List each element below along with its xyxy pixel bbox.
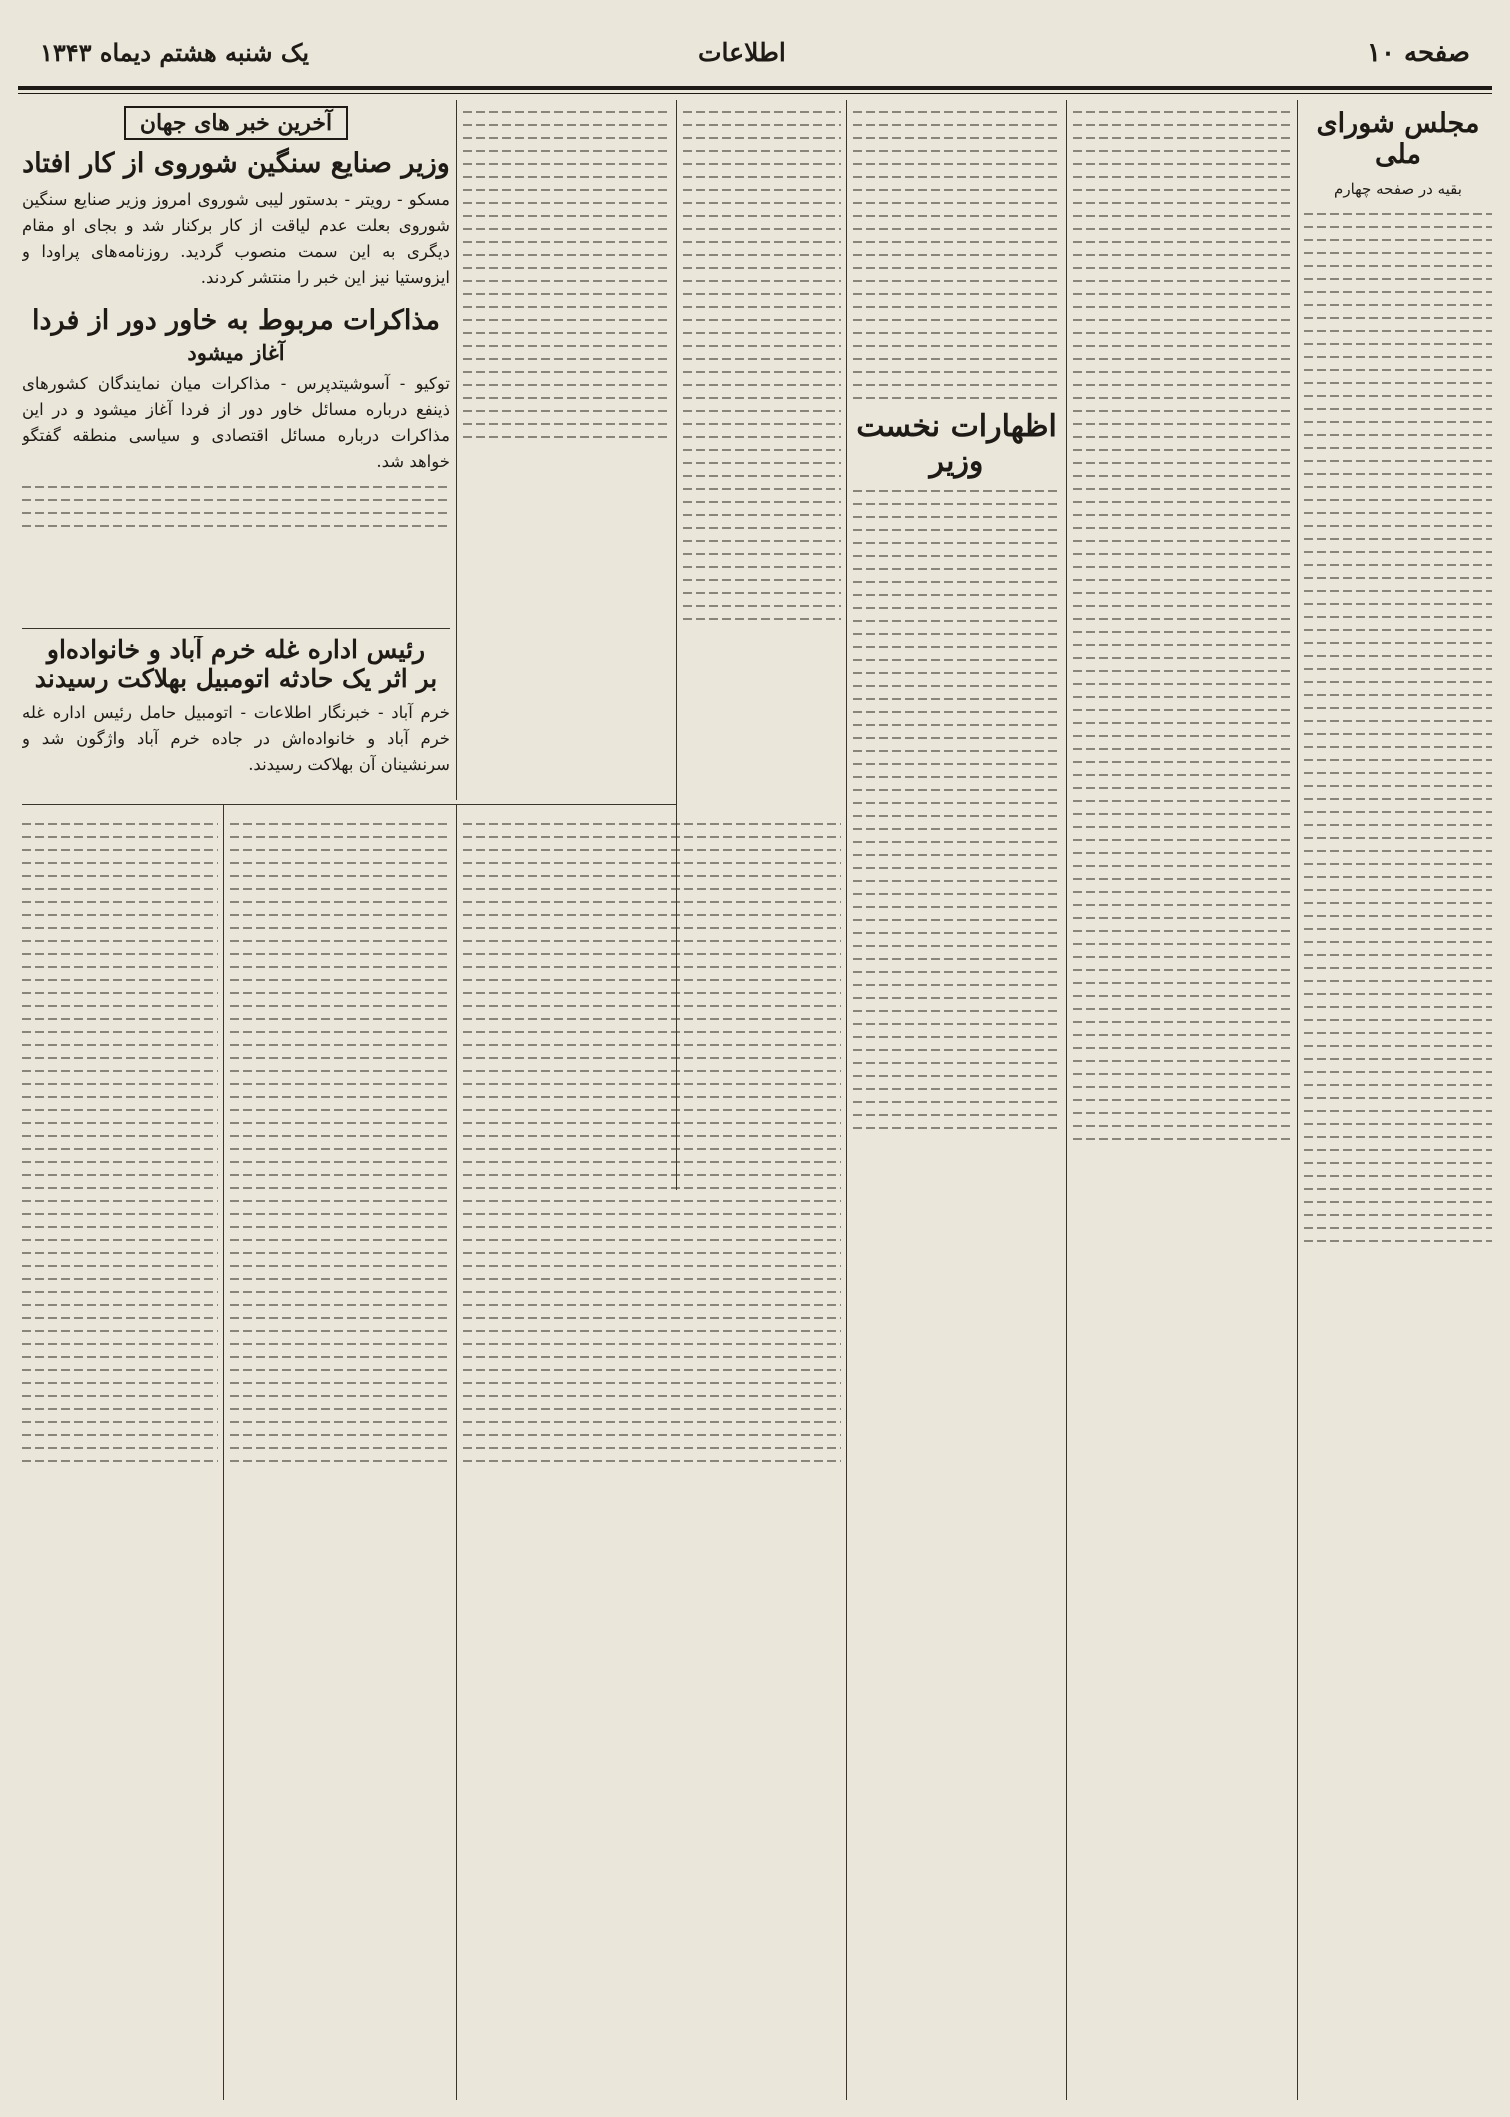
pm-statement-headline: اظهارات نخست وزیر	[856, 409, 1057, 479]
column-body	[230, 823, 450, 1462]
column-divider	[223, 805, 224, 2100]
issue-date: یک شنبه هشتم دیماه ۱۳۴۳	[40, 38, 310, 67]
paper-name: اطلاعات	[698, 38, 786, 67]
parliament-body	[1304, 213, 1492, 1242]
news-column-5	[463, 100, 670, 800]
news-column-2	[1073, 100, 1291, 2100]
parliament-intro: بقیه در صفحه چهارم	[1334, 180, 1462, 199]
page-number: صفحه ۱۰	[1367, 38, 1470, 68]
header-rule-thin	[18, 93, 1492, 94]
column-body	[463, 111, 670, 438]
column-divider	[846, 100, 847, 2100]
section-divider	[22, 628, 450, 629]
story2-headline: مذاکرات مربوط به خاور دور از فردا	[32, 305, 440, 337]
column-divider	[456, 805, 457, 2100]
column-body	[463, 823, 841, 1462]
accident-body: خرم آباد - خبرنگار اطلاعات - اتومبیل حامل رئیس اداره غله خرم آباد و خانواده‌اش در جاده خرم آباد واژگون شد و سرنشینان آن بهلاکت رسیدند.	[22, 702, 450, 774]
column-body	[22, 823, 218, 1462]
story1-body: مسکو - رویتر - بدستور لیبی شوروی امروز وزیر صنایع سنگین شوروی بعلت عدم لیاقت از کار برکنار شد و بجای او مقام دیگری به این سمت منصوب گردید. روزنامه‌های پراودا و ایزوستیا نیز این خبر را منتشر کردند.	[22, 190, 450, 288]
news-column-7	[22, 812, 218, 2102]
news-column-8	[463, 812, 841, 2102]
story2-subhead: آغاز میشود	[187, 340, 285, 366]
news-column-3	[853, 100, 1060, 2100]
page-header	[18, 22, 1492, 86]
column-divider	[456, 100, 457, 800]
accident-headline-2: بر اثر یک حادثه اتومبیل بهلاکت رسیدند	[34, 663, 438, 693]
column-divider	[1297, 100, 1298, 2100]
column-body	[1073, 111, 1291, 1140]
news-column-6	[230, 812, 450, 2102]
column-body	[683, 111, 841, 620]
header-rule	[18, 86, 1492, 90]
column-body	[853, 111, 1060, 399]
pm-statement-body	[853, 490, 1060, 1129]
accident-headline-1: رئیس اداره غله خرم آباد و خانواده‌او	[46, 636, 426, 664]
parliament-title: مجلس شورای ملی	[1316, 108, 1480, 171]
story2-body-cont	[22, 486, 450, 527]
parliament-column	[1304, 100, 1492, 2100]
column-divider	[1066, 100, 1067, 2100]
section-divider	[22, 804, 676, 805]
story2-body: توکیو - آسوشیتدپرس - مذاکرات میان نمایندگان کشورهای ذینفع درباره مسائل خاور دور از فردا آغاز میشود و در این مذاکرات درباره مسائل اقتصادی و سیاسی منطقه گفتگو خواهد شد.	[22, 374, 450, 472]
world-news-box-title: آخرین خبر های جهان	[124, 106, 348, 140]
accident-story	[22, 636, 450, 801]
story1-headline: وزیر صنایع سنگین شوروی از کار افتاد	[22, 148, 450, 179]
